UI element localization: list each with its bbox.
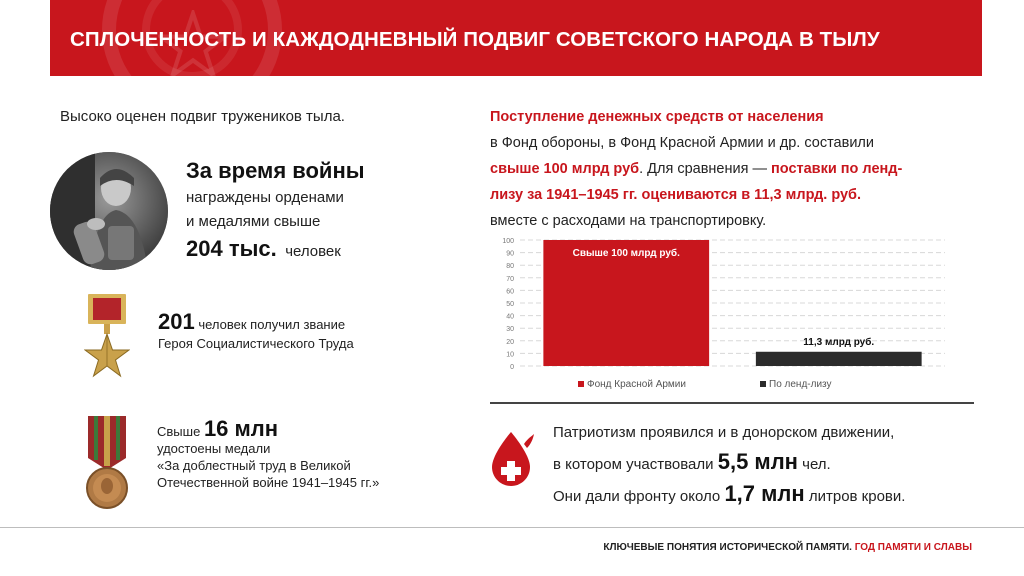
- awards-block: [186, 157, 446, 262]
- awards-number: 204 тыс.: [186, 236, 277, 261]
- funds-amount: свыше 100 млрд руб: [490, 161, 640, 177]
- y-tick-label: 70: [506, 275, 514, 283]
- worker-photo: [50, 152, 168, 270]
- awards-line: награждены орденами: [186, 189, 344, 206]
- labor-medal-icon: [84, 414, 130, 510]
- data-label: 11,3 млрд руб.: [803, 336, 875, 348]
- donor-text: [553, 418, 905, 511]
- legend-label: Фонд Красной Армии: [587, 379, 686, 390]
- footer: [603, 542, 972, 553]
- y-tick-label: 100: [502, 238, 514, 245]
- legend-label: По ленд-лизу: [769, 379, 832, 390]
- donor-line: Они дали фронту около: [553, 488, 721, 505]
- legend-swatch: [760, 381, 766, 387]
- page-title: СПЛОЧЕННОСТЬ И КАЖДОДНЕВНЫЙ ПОДВИГ СОВЕТСКОГО НАРОДА В ТЫЛУ: [70, 28, 880, 51]
- awards-unit: человек: [285, 243, 341, 260]
- intro-text: Высоко оценен подвиг тружеников тыла.: [60, 108, 345, 125]
- awards-count: [186, 236, 446, 262]
- y-tick-label: 0: [510, 364, 514, 371]
- blood-volume: 1,7 млн: [724, 481, 805, 506]
- awards-line: и медалями свыше: [186, 213, 321, 230]
- donor-count: 5,5 млн: [717, 449, 798, 474]
- data-label: Свыше 100 млрд руб.: [572, 248, 680, 259]
- labor-number: 16 млн: [203, 416, 279, 441]
- footer-text: КЛЮЧЕВЫЕ ПОНЯТИЯ ИСТОРИЧЕСКОЙ ПАМЯТИ.: [603, 542, 852, 553]
- y-tick-label: 40: [506, 313, 514, 321]
- funds-line: вместе с расходами на транспортировку.: [490, 213, 767, 229]
- hero-line: Героя Социалистического Труда: [158, 336, 354, 351]
- legend-swatch: [578, 381, 584, 387]
- lendlease-amount: лизу за 1941–1945 гг. оцениваются в 11,3 млрд. руб.: [490, 187, 862, 203]
- donor-line: Патриотизм проявился и в донорском движении,: [553, 424, 895, 441]
- hero-star-medal-icon: [84, 292, 130, 390]
- y-tick-label: 10: [506, 351, 514, 359]
- lendlease-text: поставки по ленд-: [771, 161, 903, 177]
- y-tick-label: 80: [506, 263, 514, 271]
- y-tick-label: 50: [506, 301, 514, 308]
- hero-number: 201: [158, 309, 195, 334]
- y-tick-label: 60: [506, 288, 514, 296]
- y-tick-label: 20: [506, 338, 514, 346]
- y-tick-label: 30: [506, 326, 514, 334]
- labor-line: удостоены медали: [157, 441, 271, 456]
- funds-paragraph: [490, 104, 970, 234]
- footer-divider: [0, 527, 1024, 528]
- labor-line: «За доблестный труд в Великой: [157, 458, 351, 473]
- y-tick-label: 90: [506, 250, 514, 258]
- funds-heading: Поступление денежных средств от населения: [490, 109, 824, 125]
- header-banner: [50, 0, 982, 76]
- awards-title: За время войны: [186, 158, 365, 183]
- donor-line: в котором участвовали: [553, 456, 714, 473]
- bar: [756, 352, 922, 366]
- labor-line: Отечественной войне 1941–1945 гг.»: [157, 475, 380, 490]
- funds-text: . Для сравнения —: [639, 161, 772, 177]
- divider: [490, 402, 974, 404]
- funds-bar-chart: [490, 232, 960, 397]
- donor-unit: литров крови.: [808, 488, 906, 505]
- funds-line: в Фонд обороны, в Фонд Красной Армии и др. составили: [490, 135, 874, 151]
- footer-accent-text: ГОД ПАМЯТИ И СЛАВЫ: [854, 542, 972, 553]
- labor-prefix: Свыше: [157, 424, 201, 439]
- hero-line: человек получил звание: [198, 317, 346, 332]
- donor-unit: чел.: [802, 456, 831, 473]
- hero-labor-text: [158, 309, 354, 353]
- blood-drop-icon: [486, 430, 536, 488]
- labor-medal-text: [157, 416, 437, 491]
